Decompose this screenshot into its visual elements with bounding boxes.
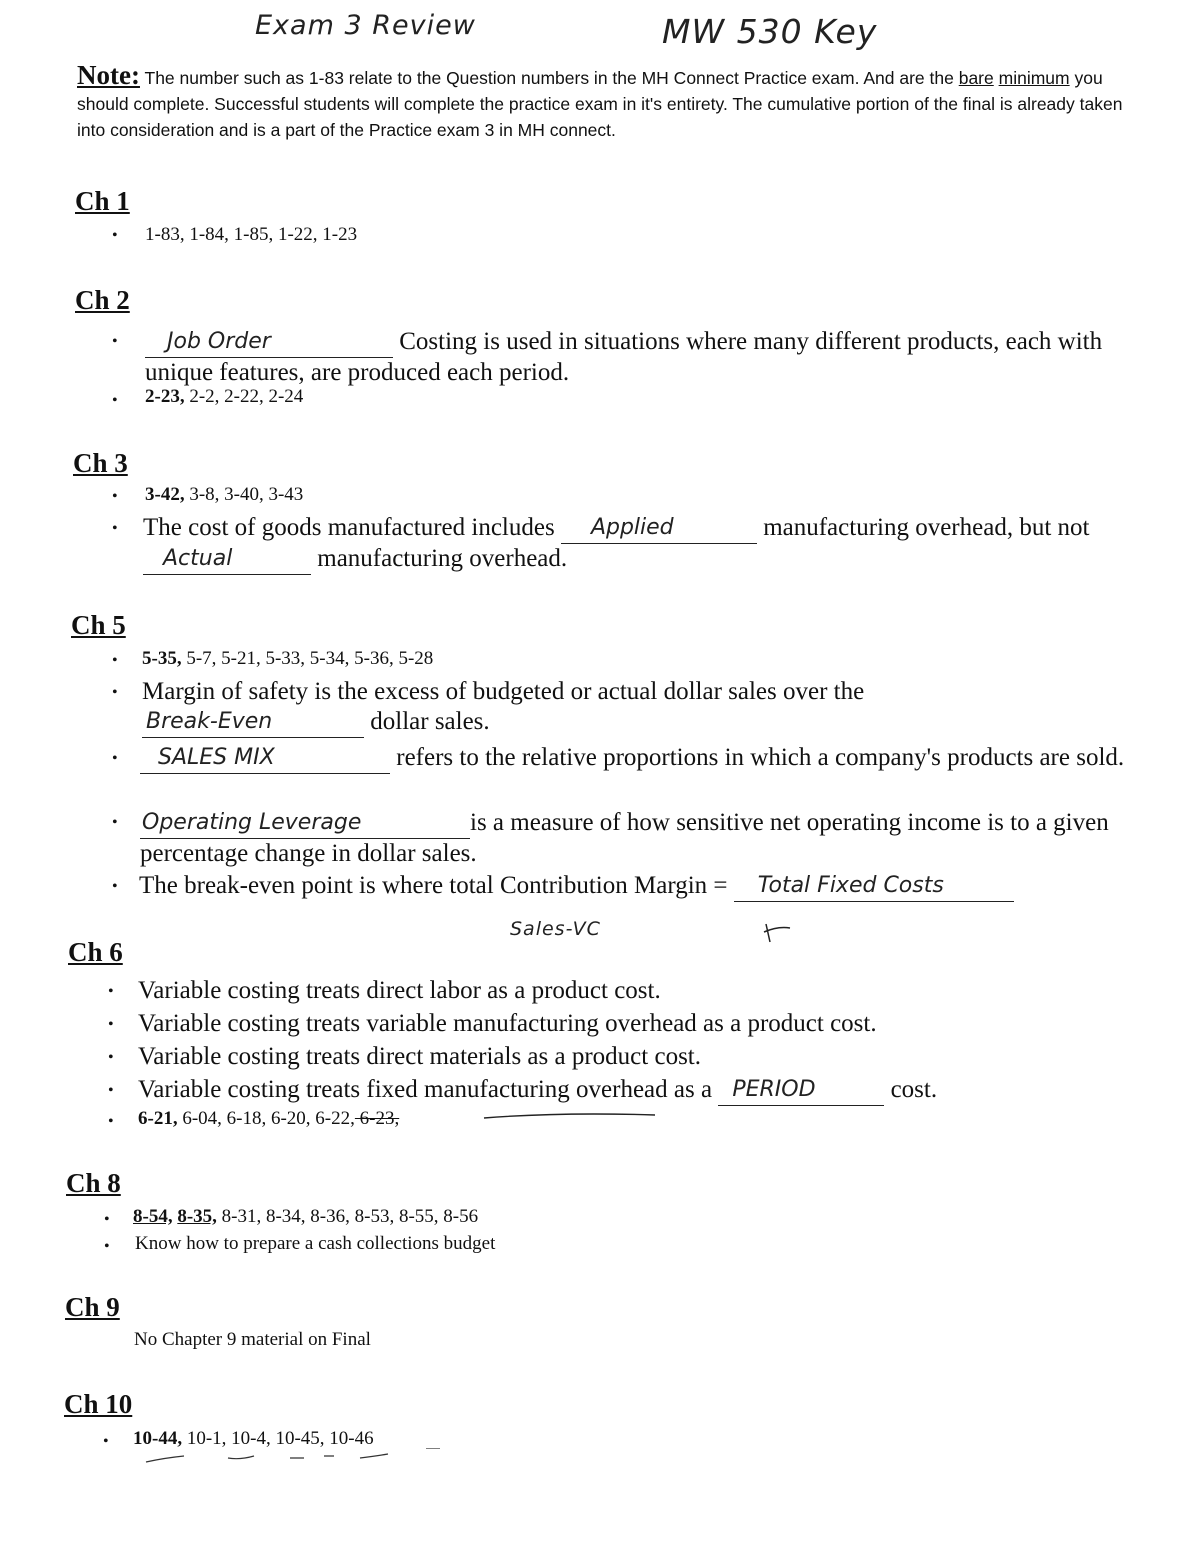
- ch5-answer-3: Operating Leverage: [142, 810, 362, 835]
- handwritten-scribble: [760, 920, 800, 946]
- ch10-questions-bold: 10-44,: [133, 1428, 183, 1449]
- ch6-statement-3: Variable costing treats direct materials as a product cost.: [138, 1043, 701, 1070]
- ch5-statement-2-text: refers to the relative proportions in which a company's products are sold.: [390, 744, 1125, 771]
- ch2-answer-1: Job Order: [167, 329, 271, 354]
- ch5-blank-4: [734, 871, 1014, 902]
- ch6-statement-2: Variable costing treats variable manufacturing overhead as a product cost.: [138, 1010, 877, 1037]
- note-paragraph: [77, 62, 1147, 143]
- bullet-dot: •: [108, 1016, 114, 1033]
- ch8-questions: [133, 1206, 478, 1228]
- ch2-statement-1-text: Costing is used in situations where many different products, each with unique features, are produced each period.: [145, 328, 1103, 386]
- ch6-answer-4: PERIOD: [732, 1077, 816, 1102]
- ch10-heading: Ch 10: [64, 1389, 133, 1419]
- ch5-statement-4-text: The break-even point is where total Contribution Margin =: [139, 872, 734, 899]
- ch6-questions-bold: 6-21,: [138, 1108, 178, 1129]
- handwritten-underline: [480, 1108, 660, 1122]
- ch2-blank-1: [145, 327, 393, 358]
- ch6-statement-4: [138, 1075, 1138, 1106]
- ch5-answer-2: SALES MIX: [158, 745, 275, 770]
- ch3-answer-actual: Actual: [163, 546, 233, 571]
- ch1-heading: Ch 1: [75, 186, 130, 216]
- ch6-blank-4: [718, 1075, 884, 1106]
- ch2-statement-1: [145, 327, 1135, 388]
- ch8-heading: Ch 8: [66, 1168, 121, 1198]
- bullet-dot: •: [108, 983, 114, 1000]
- ch5-statement-4: [139, 871, 1139, 902]
- bullet-dot: •: [112, 520, 118, 537]
- handwritten-key-label: MW 530 Key: [662, 12, 878, 51]
- ch9-heading: Ch 9: [65, 1292, 120, 1322]
- bullet-dot: •: [104, 1211, 110, 1228]
- note-text-1: The number such as 1-83 relate to the Question numbers in the MH Connect Practice exam. And are the: [139, 68, 954, 88]
- bullet-dot: •: [112, 227, 118, 244]
- ch5-answer-4: Total Fixed Costs: [757, 873, 944, 898]
- bullet-dot: •: [112, 333, 118, 350]
- ch5-statement-3: [140, 808, 1130, 869]
- bullet-dot: •: [112, 878, 118, 895]
- ch5-blank-2: [140, 743, 390, 774]
- ch3-blank-applied: [561, 513, 757, 544]
- ch6-questions: [138, 1108, 399, 1130]
- ch5-questions-bold: 5-35,: [142, 648, 182, 669]
- ch6-questions-rest: 6-04, 6-18, 6-20, 6-22,: [177, 1108, 355, 1129]
- ch5-statement-2: [140, 743, 1130, 774]
- note-label: Note:: [77, 60, 140, 90]
- ch6-heading: Ch 6: [68, 937, 123, 967]
- ch5-statement-1: [142, 677, 1142, 738]
- bullet-dot: •: [112, 684, 118, 701]
- ch8-questions-bold-1: 8-54,: [133, 1206, 173, 1227]
- bullet-dot: •: [112, 652, 118, 669]
- ch9-text: No Chapter 9 material on Final: [134, 1329, 371, 1350]
- ch10-questions-rest: 10-1, 10-4, 10-45, 10-46: [182, 1428, 374, 1449]
- ch10-questions: [133, 1428, 374, 1450]
- ch3-heading: Ch 3: [73, 448, 128, 478]
- ch3-statement-b: manufacturing overhead, but not: [756, 514, 1090, 541]
- ch6-questions-struck: 6-23,: [354, 1108, 400, 1129]
- handwritten-title: Exam 3 Review: [255, 10, 476, 41]
- ch3-statement-c: manufacturing overhead.: [311, 545, 568, 572]
- ch5-blank-3: [140, 808, 470, 839]
- bullet-dot: •: [112, 488, 118, 505]
- bullet-dot: •: [108, 1082, 114, 1099]
- bullet-dot: •: [103, 1433, 109, 1450]
- ch2-heading: Ch 2: [75, 285, 130, 315]
- ch3-answer-applied: Applied: [590, 515, 674, 540]
- bullet-dot: •: [104, 1238, 110, 1255]
- ch6-statement-1: Variable costing treats direct labor as a product cost.: [138, 977, 661, 1004]
- note-minimum: minimum: [998, 68, 1070, 88]
- bullet-dot: •: [112, 750, 118, 767]
- ch5-answer-1: Break-Even: [146, 709, 273, 734]
- ch6-statement-4a: Variable costing treats fixed manufacturing overhead as a: [138, 1076, 719, 1103]
- ch2-questions-bold: 2-23,: [145, 386, 185, 407]
- ch3-questions-rest: 3-8, 3-40, 3-43: [184, 484, 304, 505]
- ch8-questions-rest: 8-31, 8-34, 8-36, 8-53, 8-55, 8-56: [216, 1206, 479, 1227]
- ch6-statement-4b: cost.: [884, 1076, 938, 1103]
- ch5-statement-3-text: is a measure of how sensitive net operating income is to a given percentage change in dollar sales.: [140, 809, 1109, 867]
- note-text-2: you should complete. Successful students will complete the practice exam in it's entirety. The cumulative portion of the final is already taken into consideration and is a part of the Practice exam 3 in MH connect.: [77, 68, 1123, 140]
- ch5-statement-1a: Margin of safety is the excess of budgeted or actual dollar sales over the: [142, 678, 865, 705]
- bullet-dot: •: [108, 1049, 114, 1066]
- bullet-dot: •: [112, 814, 118, 831]
- note-bare: bare: [958, 68, 994, 88]
- ch5-blank-1: [142, 707, 364, 738]
- ch3-questions-bold: 3-42,: [145, 484, 185, 505]
- bullet-dot: •: [112, 392, 118, 409]
- ch5-questions-rest: 5-7, 5-21, 5-33, 5-34, 5-36, 5-28: [181, 648, 434, 669]
- ch2-questions-rest: 2-2, 2-22, 2-24: [184, 386, 304, 407]
- handwritten-dashes: [140, 1448, 440, 1468]
- ch8-task: Know how to prepare a cash collections budget: [135, 1233, 496, 1254]
- ch5-statement-1b: dollar sales.: [364, 708, 490, 735]
- ch2-questions: [145, 386, 303, 408]
- bullet-dot: •: [108, 1113, 114, 1130]
- ch3-questions: [145, 484, 303, 506]
- ch3-statement-a: The cost of goods manufactured includes: [143, 514, 561, 541]
- handwritten-margin-note: Sales-VC: [510, 918, 601, 940]
- ch5-questions: [142, 648, 433, 670]
- ch8-questions-bold-2: 8-35,: [177, 1206, 217, 1227]
- ch3-blank-actual: [143, 544, 311, 575]
- ch3-statement: [143, 513, 1143, 575]
- ch1-questions: 1-83, 1-84, 1-85, 1-22, 1-23: [145, 224, 358, 245]
- ch5-heading: Ch 5: [71, 610, 126, 640]
